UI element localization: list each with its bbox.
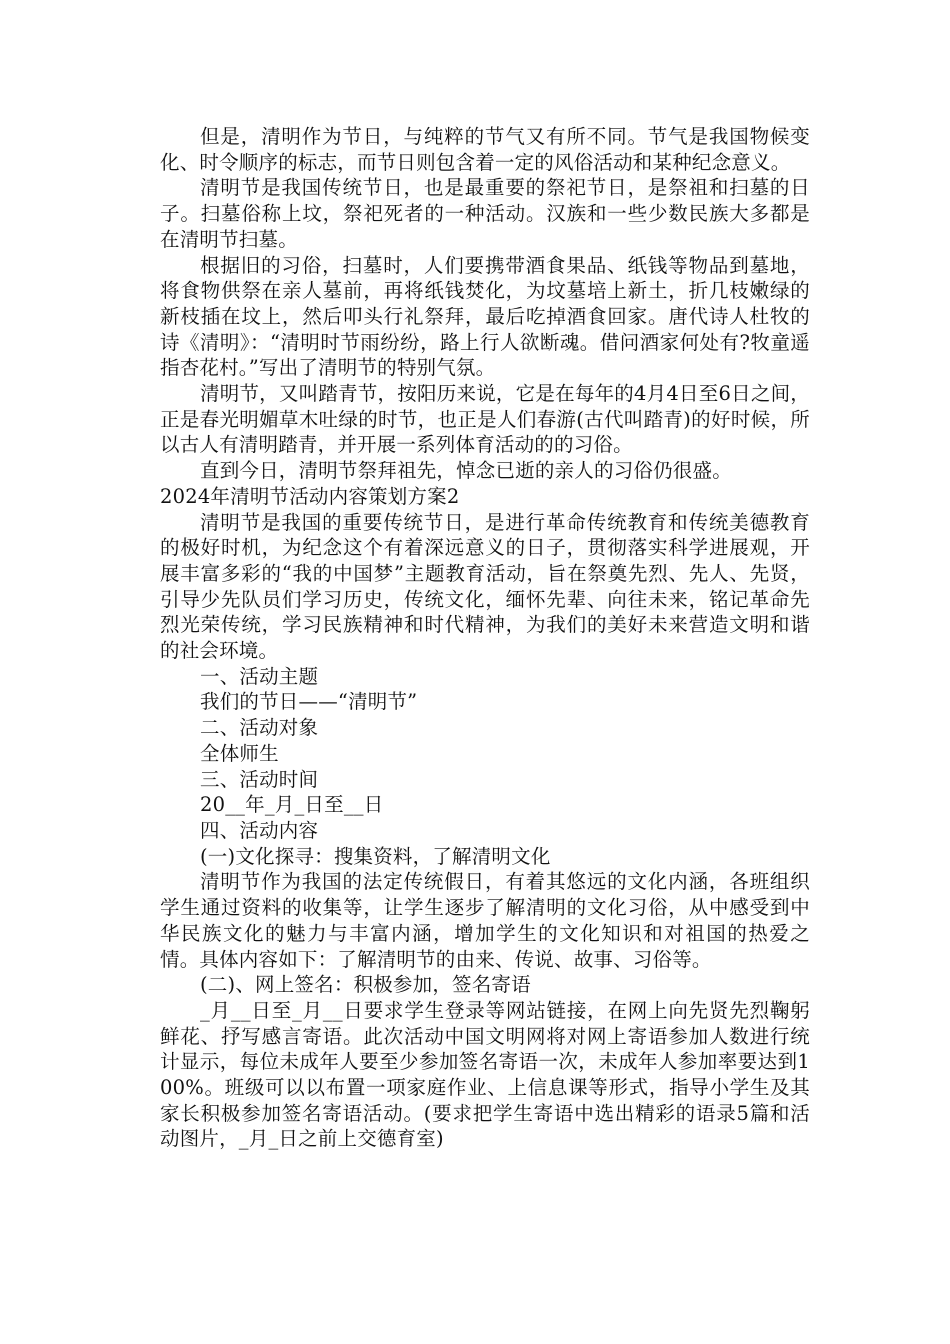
heading-activity-time: 三、活动时间 <box>200 767 319 791</box>
subheading-cultural-exploration: (一)文化探寻：搜集资料，了解清明文化 <box>200 844 551 868</box>
paragraph-online-signature: _月__日至_月__日要求学生登录等网站链接，在网上向先贤先烈鞠躬鲜花、抒写感言寄语。此次活动中国文明网将对网上寄语参加人数进行统计显示，每位未成年人要至少参加签名寄语一次，未成年人参加率要达到100%。班级可以以布置一项家庭作业、上信息课等形式，指导小学生及其家长积极参加签名寄语活动。(要求把学生寄语中选出精彩的语录5篇和活动图片，_月_日之前上交德育室) <box>160 998 810 1151</box>
paragraph-taqing-festival: 清明节，又叫踏青节，按阳历来说，它是在每年的4月4日至6日之间，正是春光明媚草木吐绿的时节，也正是人们春游(古代叫踏青)的好时候，所以古人有清明踏青，并开展一系列体育活动的的习俗。 <box>160 382 810 457</box>
heading-activity-content: 四、活动内容 <box>200 818 319 842</box>
paragraph-festival-vs-solar-term: 但是，清明作为节日，与纯粹的节气又有所不同。节气是我国物候变化、时令顺序的标志，而节日则包含着一定的风俗活动和某种纪念意义。 <box>160 125 810 174</box>
paragraph-today: 直到今日，清明节祭拜祖先，悼念已逝的亲人的习俗仍很盛。 <box>200 459 732 483</box>
document-body <box>160 124 810 1152</box>
paragraph-old-customs: 根据旧的习俗，扫墓时，人们要携带酒食果品、纸钱等物品到墓地，将食物供祭在亲人墓前，再将纸钱焚化，为坟墓培上新土，折几枝嫩绿的新枝插在坟上，然后叩头行礼祭拜，最后吃掉酒食回家。唐代诗人杜牧的诗《清明》：“清明时节雨纷纷，路上行人欲断魂。借问酒家何处有?牧童遥指杏花村。”写出了清明节的特别气氛。 <box>160 253 810 380</box>
paragraph-cultural-exploration: 清明节作为我国的法定传统假日，有着其悠远的文化内涵，各班组织学生通过资料的收集等，让学生逐步了解清明的文化习俗，从中感受到中华民族文化的魅力与丰富内涵，增加学生的文化知识和对祖国的热爱之情。具体内容如下：了解清明节的由来、传说、故事、习俗等。 <box>160 870 810 971</box>
activity-theme-value: 我们的节日——“清明节” <box>200 690 418 714</box>
heading-activity-audience: 二、活动对象 <box>200 716 319 740</box>
subheading-online-signature: (二)、网上签名：积极参加，签名寄语 <box>200 973 531 997</box>
heading-activity-theme: 一、活动主题 <box>200 664 319 688</box>
activity-time-value: 20__年_月_日至__日 <box>200 793 384 817</box>
paragraph-introduction: 清明节是我国的重要传统节日，是进行革命传统教育和传统美德教育的极好时机，为纪念这个有着深远意义的日子，贯彻落实科学进展观，开展丰富多彩的“我的中国梦”主题教育活动，旨在祭奠先烈、先人、先贤，引导少先队员们学习历史，传统文化，缅怀先辈、向往未来，铭记革命先烈光荣传统，学习民族精神和时代精神，为我们的美好未来营造文明和谐的社会环境。 <box>160 510 810 663</box>
section-title: 2024年清明节活动内容策划方案2 <box>160 484 460 508</box>
activity-audience-value: 全体师生 <box>200 741 279 765</box>
paragraph-tomb-sweeping: 清明节是我国传统节日，也是最重要的祭祀节日，是祭祖和扫墓的日子。扫墓俗称上坟，祭祀死者的一种活动。汉族和一些少数民族大多都是在清明节扫墓。 <box>160 176 810 251</box>
